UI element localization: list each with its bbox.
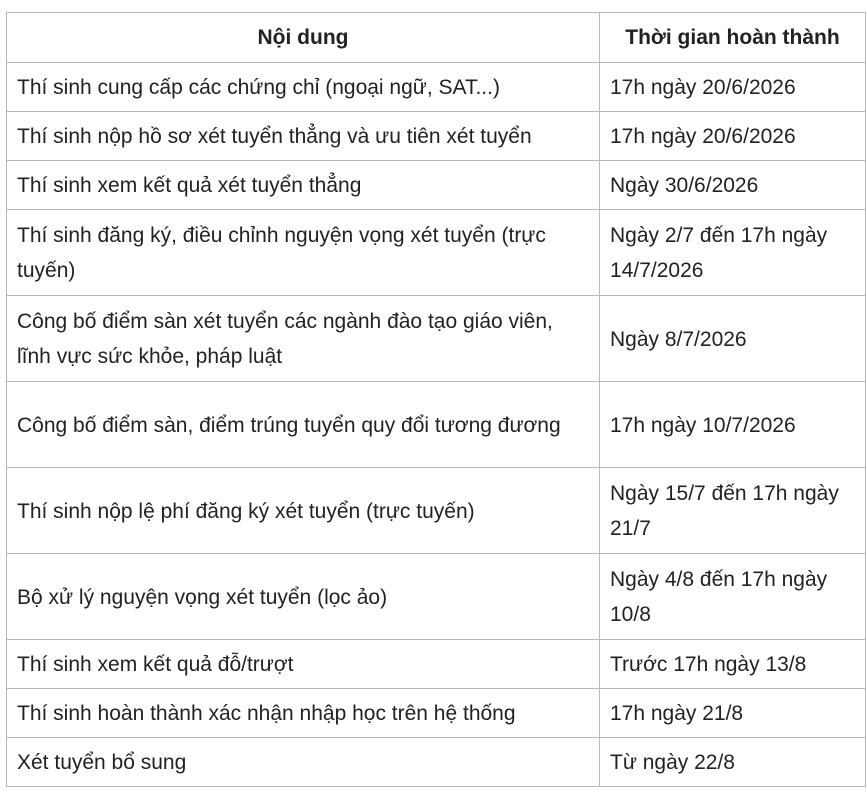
cell-content: Thí sinh hoàn thành xác nhận nhập học trên hệ thống [7, 689, 600, 738]
cell-content: Thí sinh xem kết quả xét tuyển thẳng [7, 161, 600, 210]
cell-deadline: Ngày 8/7/2026 [600, 296, 866, 382]
table-row [7, 640, 866, 689]
table-header-row [7, 13, 866, 63]
cell-deadline: Ngày 15/7 đến 17h ngày 21/7 [600, 468, 866, 554]
cell-content: Thí sinh đăng ký, điều chỉnh nguyện vọng xét tuyển (trực tuyến) [7, 210, 600, 296]
cell-deadline: 17h ngày 20/6/2026 [600, 63, 866, 112]
column-header-content: Nội dung [7, 13, 600, 63]
cell-deadline: Ngày 30/6/2026 [600, 161, 866, 210]
cell-content: Thí sinh cung cấp các chứng chỉ (ngoại ngữ, SAT...) [7, 63, 600, 112]
cell-content: Công bố điểm sàn xét tuyển các ngành đào tạo giáo viên, lĩnh vực sức khỏe, pháp luật [7, 296, 600, 382]
table-row [7, 382, 866, 468]
table-row [7, 554, 866, 640]
cell-content: Bộ xử lý nguyện vọng xét tuyển (lọc ảo) [7, 554, 600, 640]
cell-content: Xét tuyển bổ sung [7, 738, 600, 787]
table-row [7, 738, 866, 787]
cell-content: Thí sinh nộp lệ phí đăng ký xét tuyển (trực tuyến) [7, 468, 600, 554]
cell-deadline: Ngày 2/7 đến 17h ngày 14/7/2026 [600, 210, 866, 296]
table-row [7, 161, 866, 210]
table-row [7, 468, 866, 554]
table-row [7, 210, 866, 296]
table-row [7, 112, 866, 161]
table-row [7, 296, 866, 382]
cell-deadline: Ngày 4/8 đến 17h ngày 10/8 [600, 554, 866, 640]
cell-deadline: 17h ngày 21/8 [600, 689, 866, 738]
cell-deadline: 17h ngày 10/7/2026 [600, 382, 866, 468]
admission-schedule-table [6, 12, 866, 787]
cell-deadline: Trước 17h ngày 13/8 [600, 640, 866, 689]
column-header-completion-time: Thời gian hoàn thành [600, 13, 866, 63]
cell-content: Thí sinh nộp hồ sơ xét tuyển thẳng và ưu tiên xét tuyển [7, 112, 600, 161]
table-row [7, 689, 866, 738]
table-row [7, 63, 866, 112]
cell-content: Thí sinh xem kết quả đỗ/trượt [7, 640, 600, 689]
cell-deadline: 17h ngày 20/6/2026 [600, 112, 866, 161]
cell-deadline: Từ ngày 22/8 [600, 738, 866, 787]
cell-content: Công bố điểm sàn, điểm trúng tuyển quy đổi tương đương [7, 382, 600, 468]
